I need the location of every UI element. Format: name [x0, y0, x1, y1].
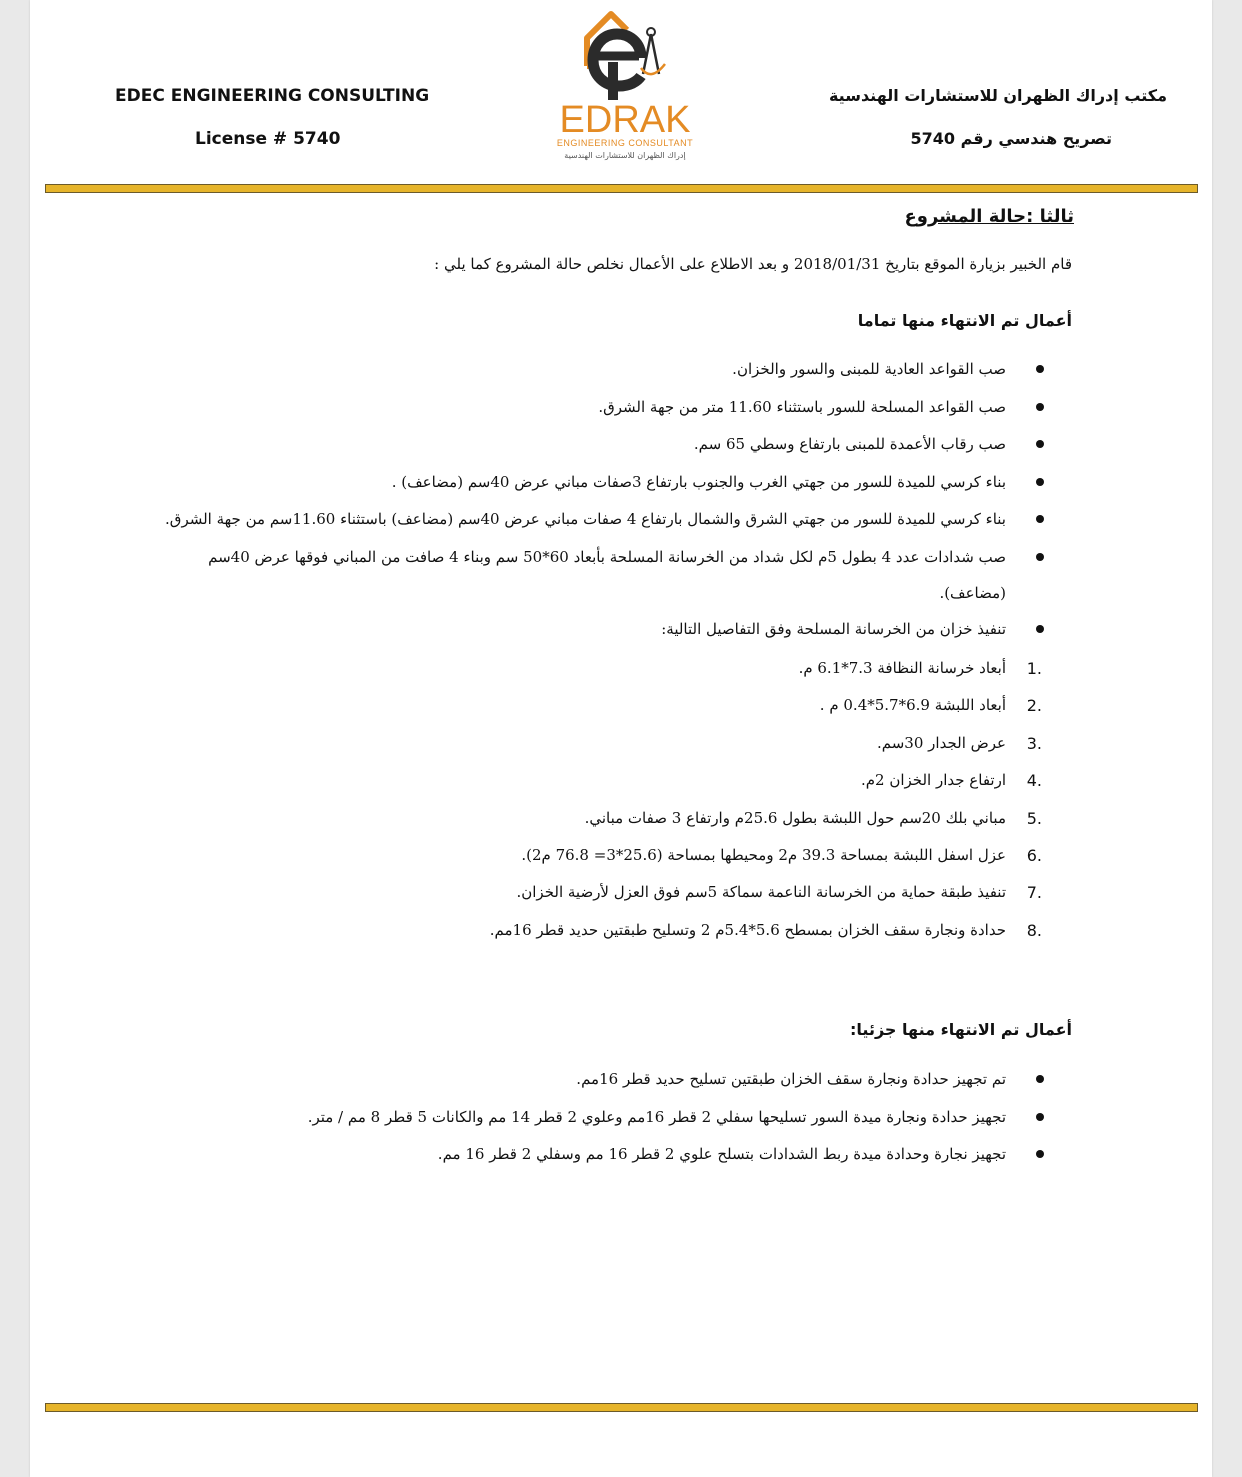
- logo-tagline: ENGINEERING CONSULTANT: [556, 138, 694, 148]
- bullet-icon: [1036, 440, 1044, 448]
- license-number-ar: تصريح هندسي رقم 5740: [910, 129, 1112, 148]
- list-item: صب القواعد العادية للمبنى والسور والخزان.: [152, 351, 1072, 389]
- list-item: 3. عرض الجدار 30سم.: [876, 733, 1042, 753]
- intro-paragraph: قام الخبير بزيارة الموقع بتاريخ 2018/01/31 و بعد الاطلاع على الأعمال نخلص حالة المشروع كما يلي :: [434, 255, 1072, 273]
- header-divider: [45, 184, 1198, 193]
- list-item: 6. عزل اسفل اللبشة بمساحة 39.3 م2 ومحيطها بمساحة (25.6*3= 76.8 م2).: [521, 845, 1042, 865]
- license-number-en: License # 5740: [195, 129, 341, 149]
- footer-divider: [45, 1403, 1198, 1412]
- list-item: صب القواعد المسلحة للسور باستثناء 11.60 متر من جهة الشرق.: [152, 389, 1072, 427]
- company-name-en: EDEC ENGINEERING CONSULTING: [115, 86, 430, 106]
- bullet-icon: [1036, 1113, 1044, 1121]
- list-item: صب شدادات عدد 4 بطول 5م لكل شداد من الخرسانة المسلحة بأبعاد 60*50 سم وبناء 4 صافت من المباني فوقها عرض 40سم (مضاعف).: [152, 539, 1072, 611]
- bullet-icon: [1036, 515, 1044, 523]
- list-item: بناء كرسي للميدة للسور من جهتي الشرق والشمال بارتفاع 4 صفات مباني عرض 40سم (مضاعف) باستثناء 11.60سم من جهة الشرق.: [152, 501, 1072, 539]
- list-item: تم تجهيز حدادة ونجارة سقف الخزان طبقتين تسليح حديد قطر 16مم.: [152, 1061, 1072, 1099]
- list-item: 4. ارتفاع جدار الخزان 2م.: [860, 771, 1042, 791]
- bullet-icon: [1036, 625, 1044, 633]
- partial-heading: أعمال تم الانتهاء منها جزئيا:: [850, 1020, 1072, 1039]
- bullet-icon: [1036, 478, 1044, 486]
- bullet-icon: [1036, 1150, 1044, 1158]
- document-page: [30, 0, 1212, 1477]
- company-name-ar: مكتب إدراك الظهران للاستشارات الهندسية: [828, 86, 1167, 105]
- logo-brand: EDRAK: [559, 99, 691, 141]
- list-item: 7. تنفيذ طبقة حماية من الخرسانة الناعمة سماكة 5سم فوق العزل لأرضية الخزان.: [516, 883, 1042, 903]
- edrak-logo: [545, 4, 705, 164]
- partial-list: [152, 1061, 1072, 1174]
- completed-heading: أعمال تم الانتهاء منها تماما: [857, 311, 1072, 330]
- list-item: بناء كرسي للميدة للسور من جهتي الغرب والجنوب بارتفاع 3صفات مباني عرض 40سم (مضاعف) .: [152, 464, 1072, 502]
- list-item: 1. أبعاد خرسانة النظافة 7.3*6.1 م.: [798, 659, 1042, 678]
- list-item: تجهيز حدادة ونجارة ميدة السور تسليحها سفلي 2 قطر 16مم وعلوي 2 قطر 14 مم والكانات 5 قطر 8 مم / متر.: [152, 1099, 1072, 1137]
- completed-list: [152, 351, 1072, 648]
- list-item: 2. أبعاد اللبشة 6.9*5.7*0.4 م .: [819, 696, 1042, 716]
- tank-details-list: [152, 650, 1072, 949]
- section-title: ثالثا :حالة المشروع: [904, 206, 1074, 227]
- logo-tagline-ar: إدراك الظهران للاستشارات الهندسية: [564, 151, 686, 160]
- bullet-icon: [1036, 553, 1044, 561]
- list-item: تجهيز نجارة وحدادة ميدة ربط الشدادات بتسلح علوي 2 قطر 16 مم وسفلي 2 قطر 16 مم.: [152, 1136, 1072, 1174]
- list-item: صب رقاب الأعمدة للمبنى بارتفاع وسطي 65 سم.: [152, 426, 1072, 464]
- bullet-icon: [1036, 403, 1044, 411]
- bullet-icon: [1036, 365, 1044, 373]
- list-item: 8. حدادة ونجارة سقف الخزان بمسطح 5.6*5.4م 2 وتسليح طبقتين حديد قطر 16مم.: [489, 920, 1042, 940]
- list-item: تنفيذ خزان من الخرسانة المسلحة وفق التفاصيل التالية:: [152, 611, 1072, 649]
- bullet-icon: [1036, 1075, 1044, 1083]
- list-item: 5. مباني بلك 20سم حول اللبشة بطول 25.6م وارتفاع 3 صفات مباني.: [584, 808, 1042, 828]
